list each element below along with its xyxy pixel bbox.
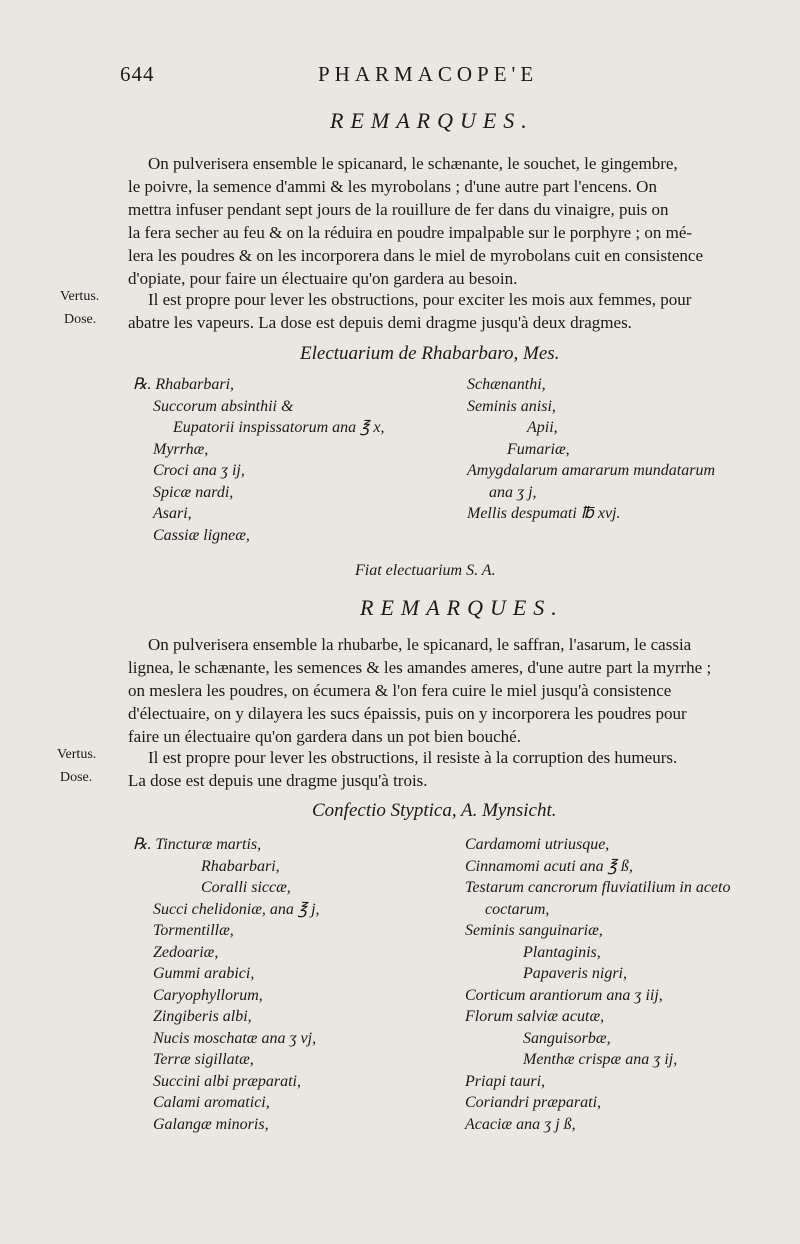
ingredient: Croci ana ʒ ij, bbox=[153, 462, 245, 479]
ingredient: Myrrhæ, bbox=[153, 440, 209, 458]
ingredient: Zedoariæ, bbox=[153, 943, 219, 961]
recipe-ingredients-right bbox=[467, 374, 715, 525]
paragraph-line: le poivre, la semence d'ammi & les myrobolans ; d'une autre part l'encens. On bbox=[128, 177, 657, 196]
ingredient: Caryophyllorum, bbox=[153, 986, 263, 1004]
ingredient: Amygdalarum amararum mundatarum bbox=[467, 462, 715, 479]
margin-note-dose: Dose. bbox=[60, 770, 93, 785]
recipe-ingredients-left bbox=[133, 374, 384, 546]
ingredient: ana ʒ j, bbox=[489, 483, 537, 501]
margin-note-vertus: Vertus. bbox=[57, 747, 97, 762]
remarques-heading: REMARQUES. bbox=[360, 595, 564, 620]
paragraph-line: lignea, le schænante, les semences & les amandes ameres, d'une autre part la myrrhe ; bbox=[128, 658, 712, 677]
ingredient: Cassiæ ligneæ, bbox=[153, 526, 250, 544]
ingredient: Testarum cancrorum fluviatilium in aceto bbox=[465, 879, 731, 896]
ingredient: Apii, bbox=[527, 419, 558, 436]
paragraph-line: La dose est depuis une dragme jusqu'à trois. bbox=[128, 771, 428, 790]
paragraph-line: on meslera les poudres, on écumera & l'on fera cuire le miel jusqu'à consistence bbox=[128, 681, 672, 700]
ingredient: Cinnamomi acuti ana ℥ ß, bbox=[465, 857, 633, 875]
ingredient: Mellis despumati ℔ xvj. bbox=[467, 505, 621, 522]
recipe-title: Confectio Styptica, A. Mynsicht. bbox=[312, 800, 557, 821]
ingredient: Succini albi præparati, bbox=[153, 1072, 301, 1090]
ingredient: Rhabarbari, bbox=[201, 857, 280, 875]
ingredient: Gummi arabici, bbox=[153, 965, 255, 982]
ingredient: Eupatorii inspissatorum ana ℥ x, bbox=[173, 419, 385, 436]
paragraph-line: abatre les vapeurs. La dose est depuis demi dragme jusqu'à deux dragmes. bbox=[128, 313, 632, 332]
paragraph-line: On pulverisera ensemble la rhubarbe, le spicanard, le saffran, l'asarum, le cassia bbox=[148, 635, 692, 654]
ingredient: Calami aromatici, bbox=[153, 1094, 270, 1111]
recipe-ingredients-left bbox=[133, 834, 320, 1135]
ingredient: Spicæ nardi, bbox=[153, 483, 234, 501]
ingredient: Acaciæ ana ʒ j ß, bbox=[465, 1115, 576, 1133]
paragraph-line: d'électuaire, on y dilayera les sucs épaissis, puis on y incorporera les poudres pour bbox=[128, 704, 687, 723]
recipe-title: Electuarium de Rhabarbaro, Mes. bbox=[300, 343, 560, 364]
remarques-heading: REMARQUES. bbox=[330, 108, 534, 133]
paragraph-line: d'opiate, pour faire un électuaire qu'on gardera au besoin. bbox=[128, 269, 518, 288]
margin-note-dose: Dose. bbox=[64, 312, 97, 327]
ingredient: Succi chelidoniæ, ana ℥ j, bbox=[153, 900, 320, 918]
ingredient: Plantaginis, bbox=[523, 943, 601, 961]
ingredient: Florum salviæ acutæ, bbox=[465, 1008, 605, 1025]
fiat-line: Fiat electuarium S. A. bbox=[355, 562, 496, 579]
ingredient: coctarum, bbox=[485, 900, 550, 918]
ingredient: Zingiberis albi, bbox=[153, 1008, 252, 1025]
ingredient: ℞. Rhabarbari, bbox=[133, 376, 235, 393]
ingredient: Corticum arantiorum ana ʒ iij, bbox=[465, 986, 663, 1004]
ingredient: Asari, bbox=[153, 505, 192, 522]
ingredient: Tormentillæ, bbox=[153, 922, 234, 939]
ingredient: ℞. Tincturæ martis, bbox=[133, 836, 262, 853]
ingredient: Seminis sanguinariæ, bbox=[465, 922, 603, 939]
recipe-ingredients-right bbox=[465, 834, 730, 1135]
ingredient: Fumariæ, bbox=[507, 440, 570, 458]
paragraph-line: la fera secher au feu & on la réduira en poudre impalpable sur le porphyre ; on mé- bbox=[128, 223, 693, 242]
running-title: PHARMACOPE'E bbox=[318, 62, 539, 86]
paragraph-line: lera les poudres & on les incorporera dans le miel de myrobolans cuit en consistence bbox=[128, 246, 703, 265]
paragraph-line: Il est propre pour lever les obstructions, pour exciter les mois aux femmes, pour bbox=[148, 290, 692, 309]
ingredient: Coriandri præparati, bbox=[465, 1094, 602, 1111]
ingredient: Nucis moschatæ ana ʒ vj, bbox=[153, 1029, 317, 1047]
paragraph-line: Il est propre pour lever les obstructions, il resiste à la corruption des humeurs. bbox=[148, 748, 678, 767]
ingredient: Sanguisorbæ, bbox=[523, 1029, 611, 1047]
paragraph-line: faire un électuaire qu'on gardera dans un pot bien bouché. bbox=[128, 727, 521, 746]
paragraph-line: On pulverisera ensemble le spicanard, le schænante, le souchet, le gingembre, bbox=[148, 154, 678, 173]
ingredient: Menthæ crispæ ana ʒ ij, bbox=[523, 1051, 678, 1068]
ingredient: Galangæ minoris, bbox=[153, 1115, 269, 1133]
paragraph-line: mettra infuser pendant sept jours de la rouillure de fer dans du vinaigre, puis on bbox=[128, 200, 669, 219]
ingredient: Succorum absinthii & bbox=[153, 397, 294, 415]
page-number: 644 bbox=[120, 62, 155, 86]
ingredient: Cardamomi utriusque, bbox=[465, 836, 610, 853]
ingredient: Papaveris nigri, bbox=[523, 965, 627, 982]
ingredient: Terræ sigillatæ, bbox=[153, 1051, 254, 1068]
ingredient: Coralli siccæ, bbox=[201, 879, 291, 896]
ingredient: Priapi tauri, bbox=[465, 1072, 546, 1090]
ingredient: Seminis anisi, bbox=[467, 397, 556, 415]
margin-note-vertus: Vertus. bbox=[60, 289, 100, 304]
ingredient: Schænanthi, bbox=[467, 376, 546, 393]
